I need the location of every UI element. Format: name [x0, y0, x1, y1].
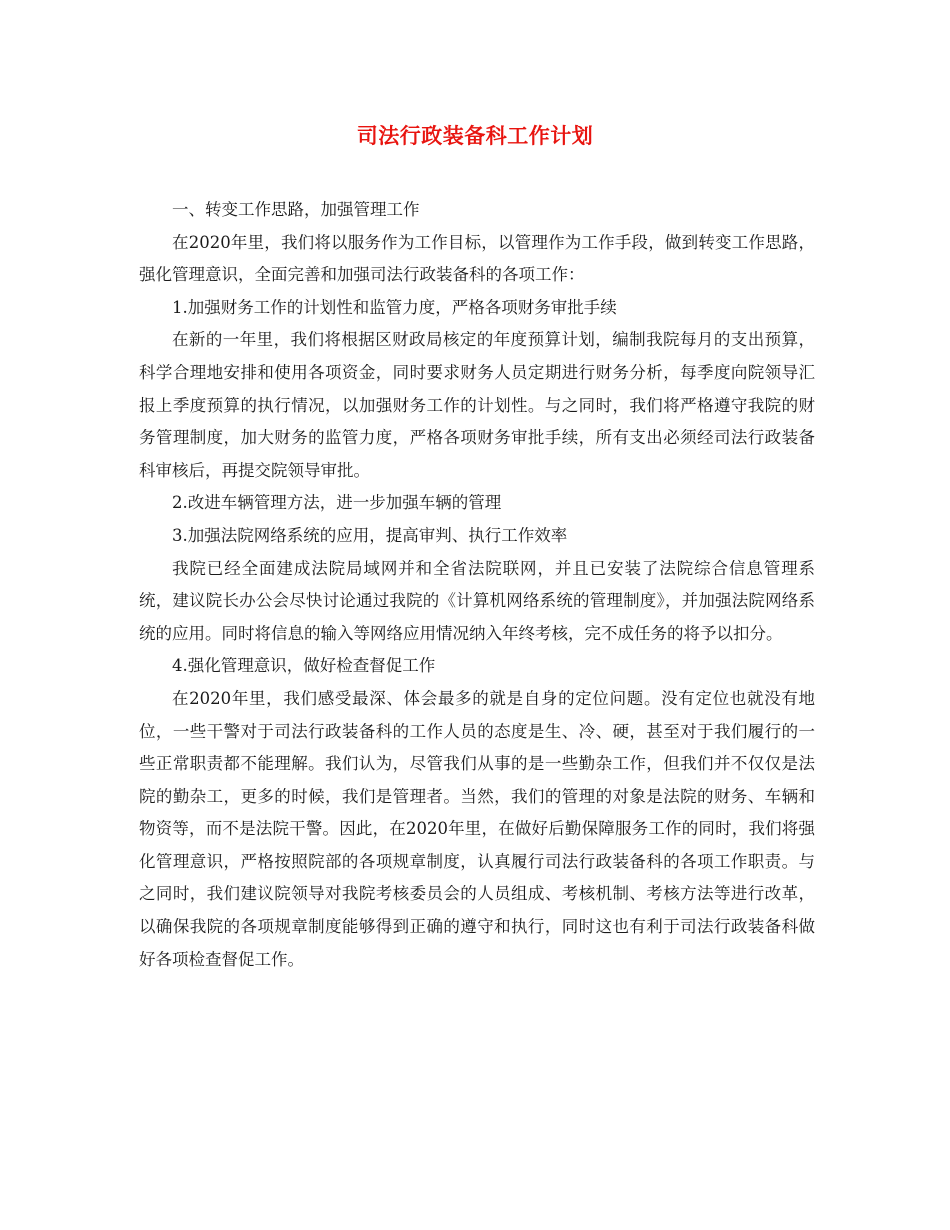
- section-heading: 一、转变工作思路，加强管理工作: [172, 200, 420, 219]
- paragraph: 在2020年里，我们将以服务作为工作目标，以管理作为工作手段，做到转变工作思路，强化管理意识，全面完善和加强司法行政装备科的各项工作：: [139, 232, 815, 285]
- paragraph: 我院已经全面建成法院局域网并和全省法院联网，并且已安装了法院综合信息管理系统，建议院长办公会尽快讨论通过我院的《计算机网络系统的管理制度》，并加强法院网络系统的应用。同时将信息的输入等网络应用情况纳入年终考核，完不成任务的将予以扣分。: [139, 558, 815, 643]
- paragraph: 在新的一年里，我们将根据区财政局核定的年度预算计划，编制我院每月的支出预算，科学合理地安排和使用各项资金，同时要求财务人员定期进行财务分析，每季度向院领导汇报上季度预算的执行情况，以加强财务工作的计划性。与之同时，我们将严格遵守我院的财务管理制度，加大财务的监管力度，严格各项财务审批手续，所有支出必须经司法行政装备科审核后，再提交院领导审批。: [139, 330, 815, 480]
- document-body: [139, 194, 815, 976]
- paragraph: 在2020年里，我们感受最深、体会最多的就是自身的定位问题。没有定位也就没有地位，一些干警对于司法行政装备科的工作人员的态度是生、冷、硬，甚至对于我们履行的一些正常职责都不能理解。我们认为，尽管我们从事的是一些勤杂工作，但我们并不仅仅是法院的勤杂工，更多的时候，我们是管理者。当然，我们的管理的对象是法院的财务、车辆和物资等，而不是法院干警。因此，在2020年里，在做好后勤保障服务工作的同时，我们将强化管理意识，严格按照院部的各项规章制度，认真履行司法行政装备科的各项工作职责。与之同时，我们建议院领导对我院考核委员会的人员组成、考核机制、考核方法等进行改革，以确保我院的各项规章制度能够得到正确的遵守和执行，同时这也有利于司法行政装备科做好各项检查督促工作。: [139, 688, 815, 969]
- document-title: 司法行政装备科工作计划: [356, 124, 594, 148]
- subsection-heading: 4.强化管理意识，做好检查督促工作: [172, 656, 436, 676]
- subsection-heading: 2.改进车辆管理方法，进一步加强车辆的管理: [172, 493, 502, 513]
- subsection-heading: 1.加强财务工作的计划性和监管力度，严格各项财务审批手续: [172, 297, 617, 317]
- subsection-heading: 3.加强法院网络系统的应用，提高审判、执行工作效率: [172, 525, 568, 545]
